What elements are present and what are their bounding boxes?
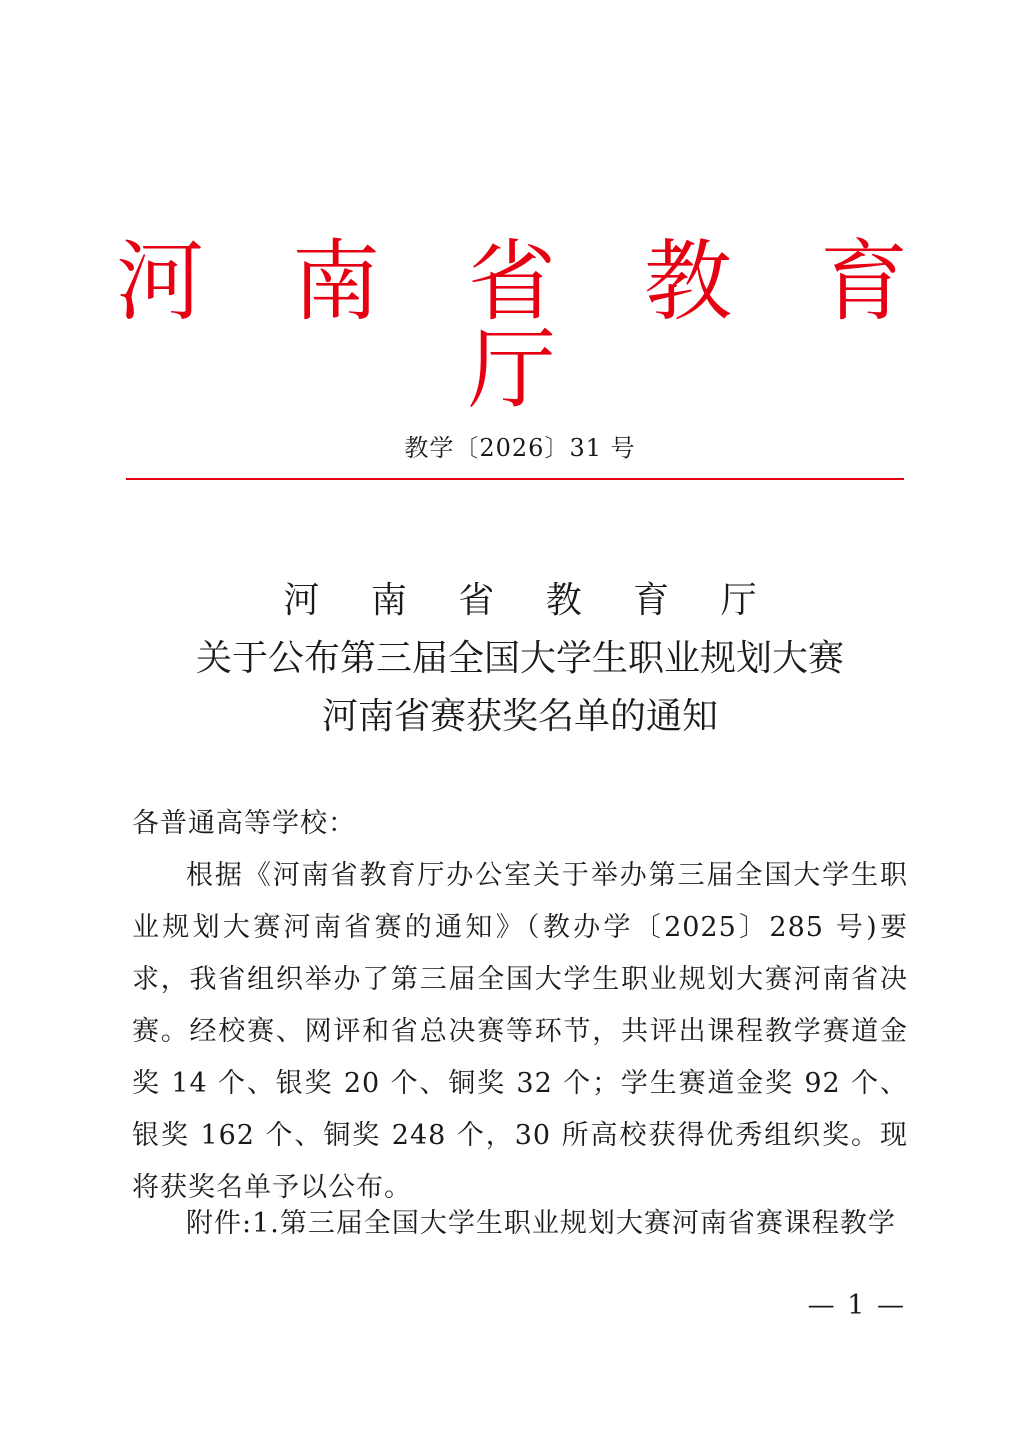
agency-letterhead: 河 南 省 教 育 厅	[116, 230, 938, 421]
title-line-subject-cont: 河南省赛获奖名单的通知	[321, 696, 718, 737]
attachment-line: 附件:1.第三届全国大学生职业规划大赛河南省赛课程教学	[186, 1208, 896, 1239]
body-paragraph: 根据《河南省教育厅办公室关于举办第三届全国大学生职业规划大赛河南省赛的通知》（教办学〔2025〕285 号)要求，我省组织举办了第三届全国大学生职业规划大赛河南省决赛。经校赛、网评和省总决赛等环节，共评出课程教学赛道金奖 14 个、银奖 20 个、铜奖 32 个；学生赛道金奖 92 个、银奖 162 个、铜奖 248 个，30 所高校获得优秀组织奖。现将获奖名单予以公布。	[132, 860, 908, 1203]
title-line-agency: 河 南 省 教 育 厅	[283, 580, 777, 621]
document-title	[0, 572, 1024, 746]
document-number: 教学〔2026〕31 号	[404, 434, 636, 462]
title-line-subject: 关于公布第三届全国大学生职业规划大赛	[195, 638, 844, 679]
red-divider	[126, 478, 904, 480]
page-number: — 1 —	[807, 1290, 906, 1321]
document-body	[132, 798, 908, 1214]
salutation: 各普通高等学校：	[132, 808, 356, 839]
